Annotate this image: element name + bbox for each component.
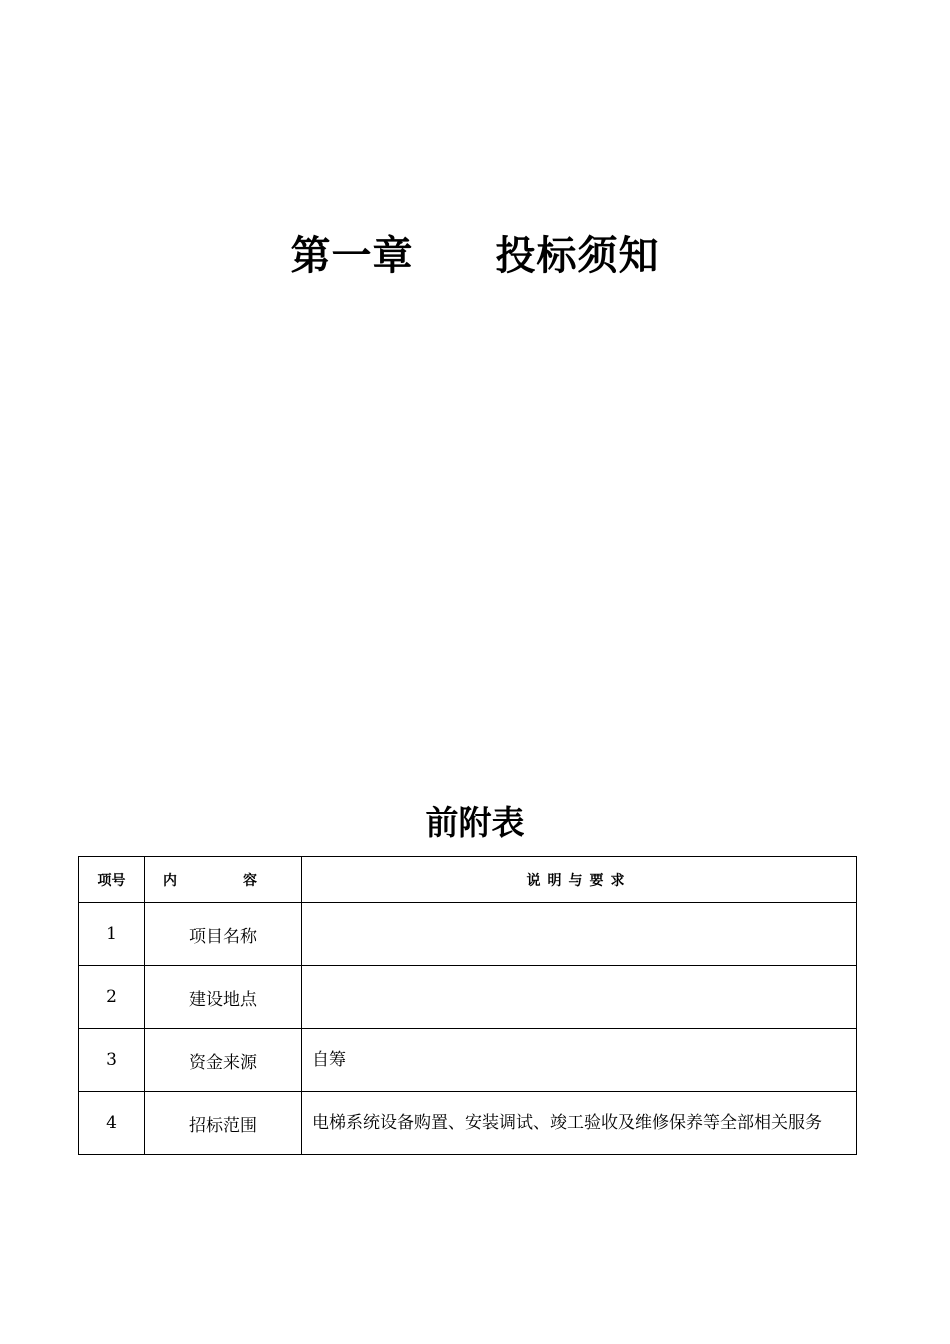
header-description-label: 说明与要求 (526, 872, 632, 889)
row-item-no: 1 (79, 903, 145, 966)
header-description (302, 857, 857, 903)
row-description: 电梯系统设备购置、安装调试、竣工验收及维修保养等全部相关服务 (302, 1092, 857, 1155)
row-description (302, 903, 857, 966)
row-description (302, 966, 857, 1029)
row-item-no: 4 (79, 1092, 145, 1155)
header-content (145, 857, 302, 903)
row-item-no: 3 (79, 1029, 145, 1092)
row-description: 自筹 (302, 1029, 857, 1092)
row-content: 招标范围 (145, 1092, 302, 1155)
table-row (79, 1092, 857, 1155)
row-content: 资金来源 (145, 1029, 302, 1092)
row-content: 项目名称 (145, 903, 302, 966)
row-content: 建设地点 (145, 966, 302, 1029)
chapter-title: 第一章 投标须知 (290, 233, 660, 279)
table-title: 前附表 (425, 803, 525, 842)
front-attachment-table (78, 856, 857, 1155)
row-item-no: 2 (79, 966, 145, 1029)
table-header-row (79, 857, 857, 903)
header-content-label: 内 容 (163, 872, 283, 889)
header-item-no: 项号 (79, 857, 145, 903)
table-row (79, 903, 857, 966)
table-row (79, 1029, 857, 1092)
table-row (79, 966, 857, 1029)
